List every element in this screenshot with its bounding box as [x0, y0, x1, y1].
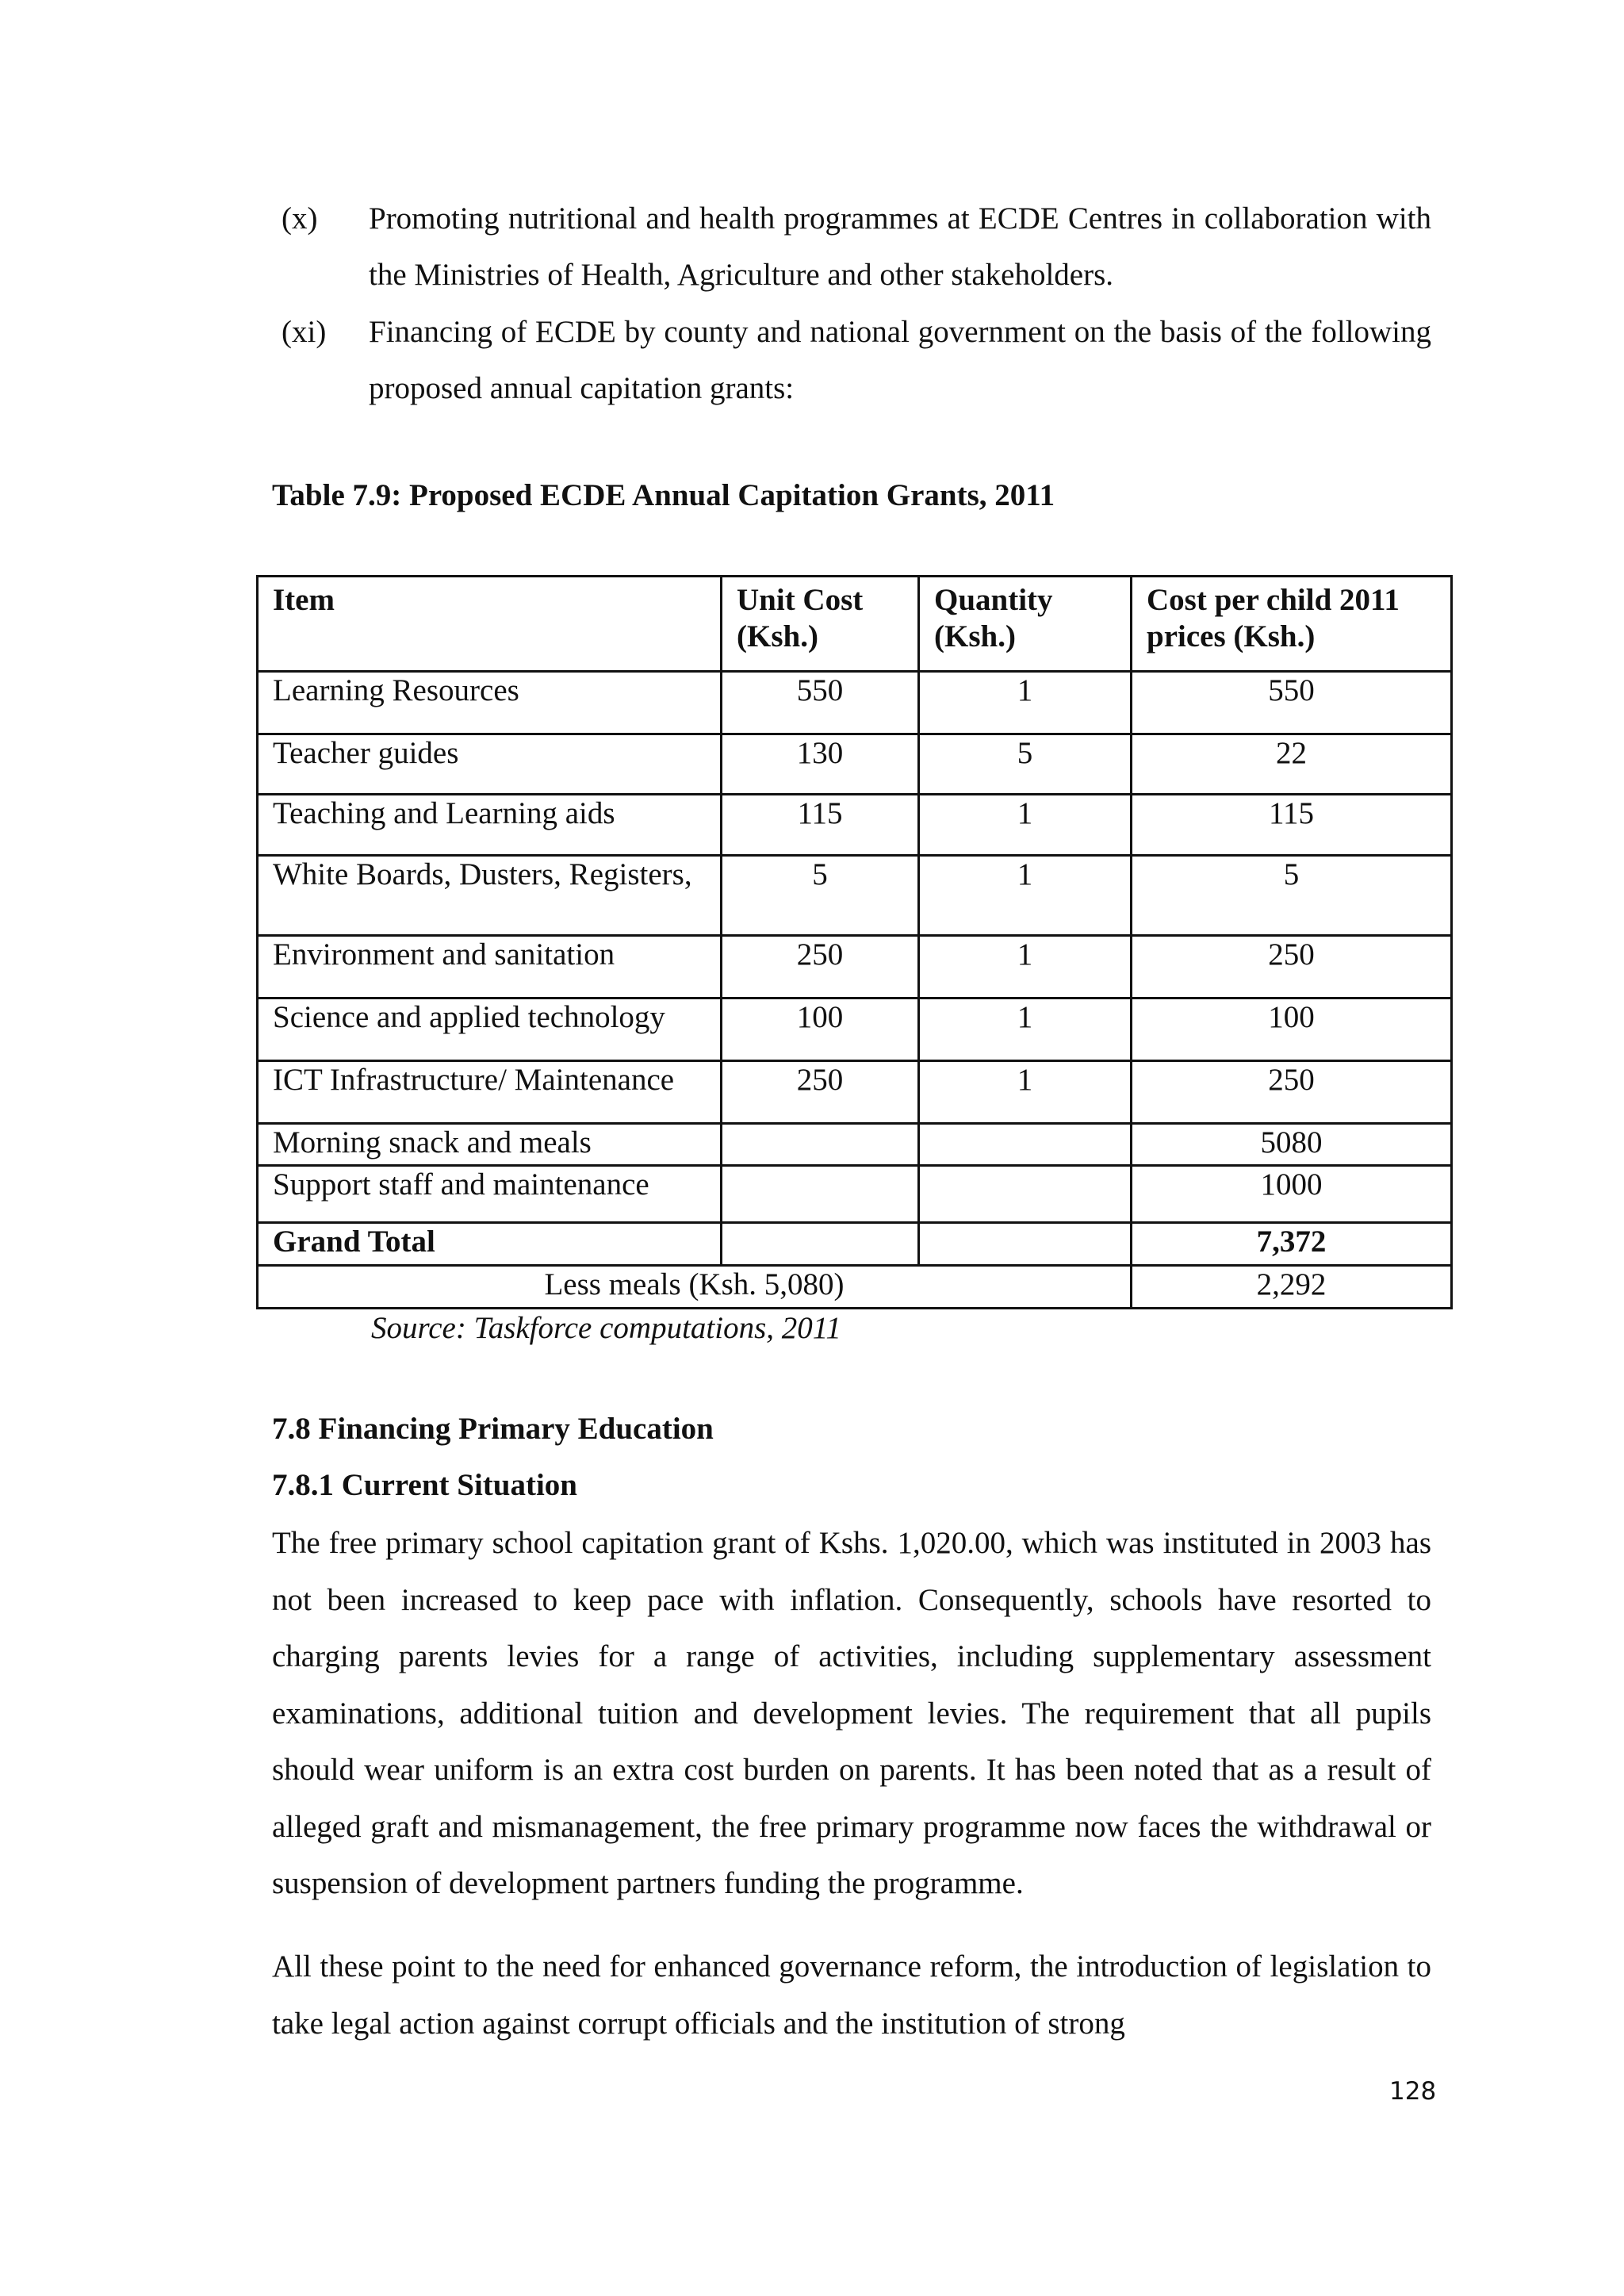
list-marker: (x)	[282, 201, 318, 236]
table-source-note: Source: Taskforce computations, 2011	[371, 1311, 841, 1345]
row-quantity: 5	[919, 734, 1132, 795]
list-item-text: Financing of ECDE by county and national government on the basis of the following proposed annual capitation grants:	[369, 315, 1431, 405]
row-cost-per-child: 550	[1132, 672, 1452, 734]
row-unit-cost	[722, 1166, 919, 1223]
row-unit-cost: 130	[722, 734, 919, 795]
row-unit-cost	[722, 1124, 919, 1166]
row-cost-per-child: 250	[1132, 1061, 1452, 1124]
row-cost-per-child: 5	[1132, 856, 1452, 936]
row-quantity: 1	[919, 795, 1132, 856]
table-header-row	[258, 577, 1452, 672]
row-unit-cost: 550	[722, 672, 919, 734]
page-number: 128	[1389, 2077, 1437, 2106]
row-quantity: 1	[919, 856, 1132, 936]
subsection-heading: 7.8.1 Current Situation	[272, 1468, 577, 1502]
row-item: ICT Infrastructure/ Maintenance	[258, 1061, 722, 1124]
row-cost-per-child: 115	[1132, 795, 1452, 856]
body-paragraph: The free primary school capitation grant of Kshs. 1,020.00, which was instituted in 2003 has not been increased to keep pace with inflation. Consequently, schools have resorted to charging parents levies for a range of activities, including supplementary assessment examinations, additional tuition and development levies. The requirement that all pupils should wear uniform is an extra cost burden on parents. It has been noted that as a result of alleged graft and mismanagement, the free primary programme now faces the withdrawal or suspension of development partners funding the programme.	[272, 1526, 1431, 1900]
body-paragraph: All these point to the need for enhanced governance reform, the introduction of legislation to take legal action against corrupt officials and the institution of strong	[272, 1949, 1431, 2041]
row-cost-per-child: 5080	[1132, 1124, 1452, 1166]
table-row	[258, 1166, 1452, 1223]
row-unit-cost: 250	[722, 1061, 919, 1124]
grand-total-empty-cell	[722, 1223, 919, 1266]
table-row	[258, 734, 1452, 795]
header-unit-cost: Unit Cost (Ksh.)	[722, 577, 919, 672]
header-item: Item	[258, 577, 722, 672]
row-unit-cost: 250	[722, 936, 919, 999]
capitation-grants-table	[256, 575, 1453, 1309]
row-item: Learning Resources	[258, 672, 722, 734]
list-item-text: Promoting nutritional and health programmes at ECDE Centres in collaboration with the Ministries of Health, Agriculture and other stakeholders.	[369, 201, 1431, 292]
table-row	[258, 672, 1452, 734]
row-item: Environment and sanitation	[258, 936, 722, 999]
grand-total-label: Grand Total	[258, 1223, 722, 1266]
row-cost-per-child: 250	[1132, 936, 1452, 999]
header-cost-per-child: Cost per child 2011 prices (Ksh.)	[1132, 577, 1452, 672]
row-cost-per-child: 1000	[1132, 1166, 1452, 1223]
table-row	[258, 1061, 1452, 1124]
grand-total-row	[258, 1223, 1452, 1266]
row-quantity: 1	[919, 672, 1132, 734]
header-quantity: Quantity (Ksh.)	[919, 577, 1132, 672]
row-item: Teaching and Learning aids	[258, 795, 722, 856]
row-quantity: 1	[919, 999, 1132, 1061]
row-quantity	[919, 1124, 1132, 1166]
row-item: Morning snack and meals	[258, 1124, 722, 1166]
less-meals-value: 2,292	[1132, 1266, 1452, 1309]
row-item: White Boards, Dusters, Registers,	[258, 856, 722, 936]
row-unit-cost: 5	[722, 856, 919, 936]
table-row	[258, 999, 1452, 1061]
row-cost-per-child: 22	[1132, 734, 1452, 795]
grand-total-empty-cell	[919, 1223, 1132, 1266]
row-item: Science and applied technology	[258, 999, 722, 1061]
less-meals-row	[258, 1266, 1452, 1309]
table-row	[258, 856, 1452, 936]
list-marker: (xi)	[282, 315, 327, 349]
grand-total-value: 7,372	[1132, 1223, 1452, 1266]
table-caption: Table 7.9: Proposed ECDE Annual Capitation Grants, 2011	[272, 478, 1055, 512]
row-quantity	[919, 1166, 1132, 1223]
row-quantity: 1	[919, 936, 1132, 999]
table-row	[258, 936, 1452, 999]
table-row	[258, 1124, 1452, 1166]
row-item: Teacher guides	[258, 734, 722, 795]
row-item: Support staff and maintenance	[258, 1166, 722, 1223]
row-unit-cost: 115	[722, 795, 919, 856]
section-heading: 7.8 Financing Primary Education	[272, 1412, 714, 1446]
table-row	[258, 795, 1452, 856]
row-cost-per-child: 100	[1132, 999, 1452, 1061]
less-meals-label: Less meals (Ksh. 5,080)	[258, 1266, 1132, 1309]
row-quantity: 1	[919, 1061, 1132, 1124]
row-unit-cost: 100	[722, 999, 919, 1061]
